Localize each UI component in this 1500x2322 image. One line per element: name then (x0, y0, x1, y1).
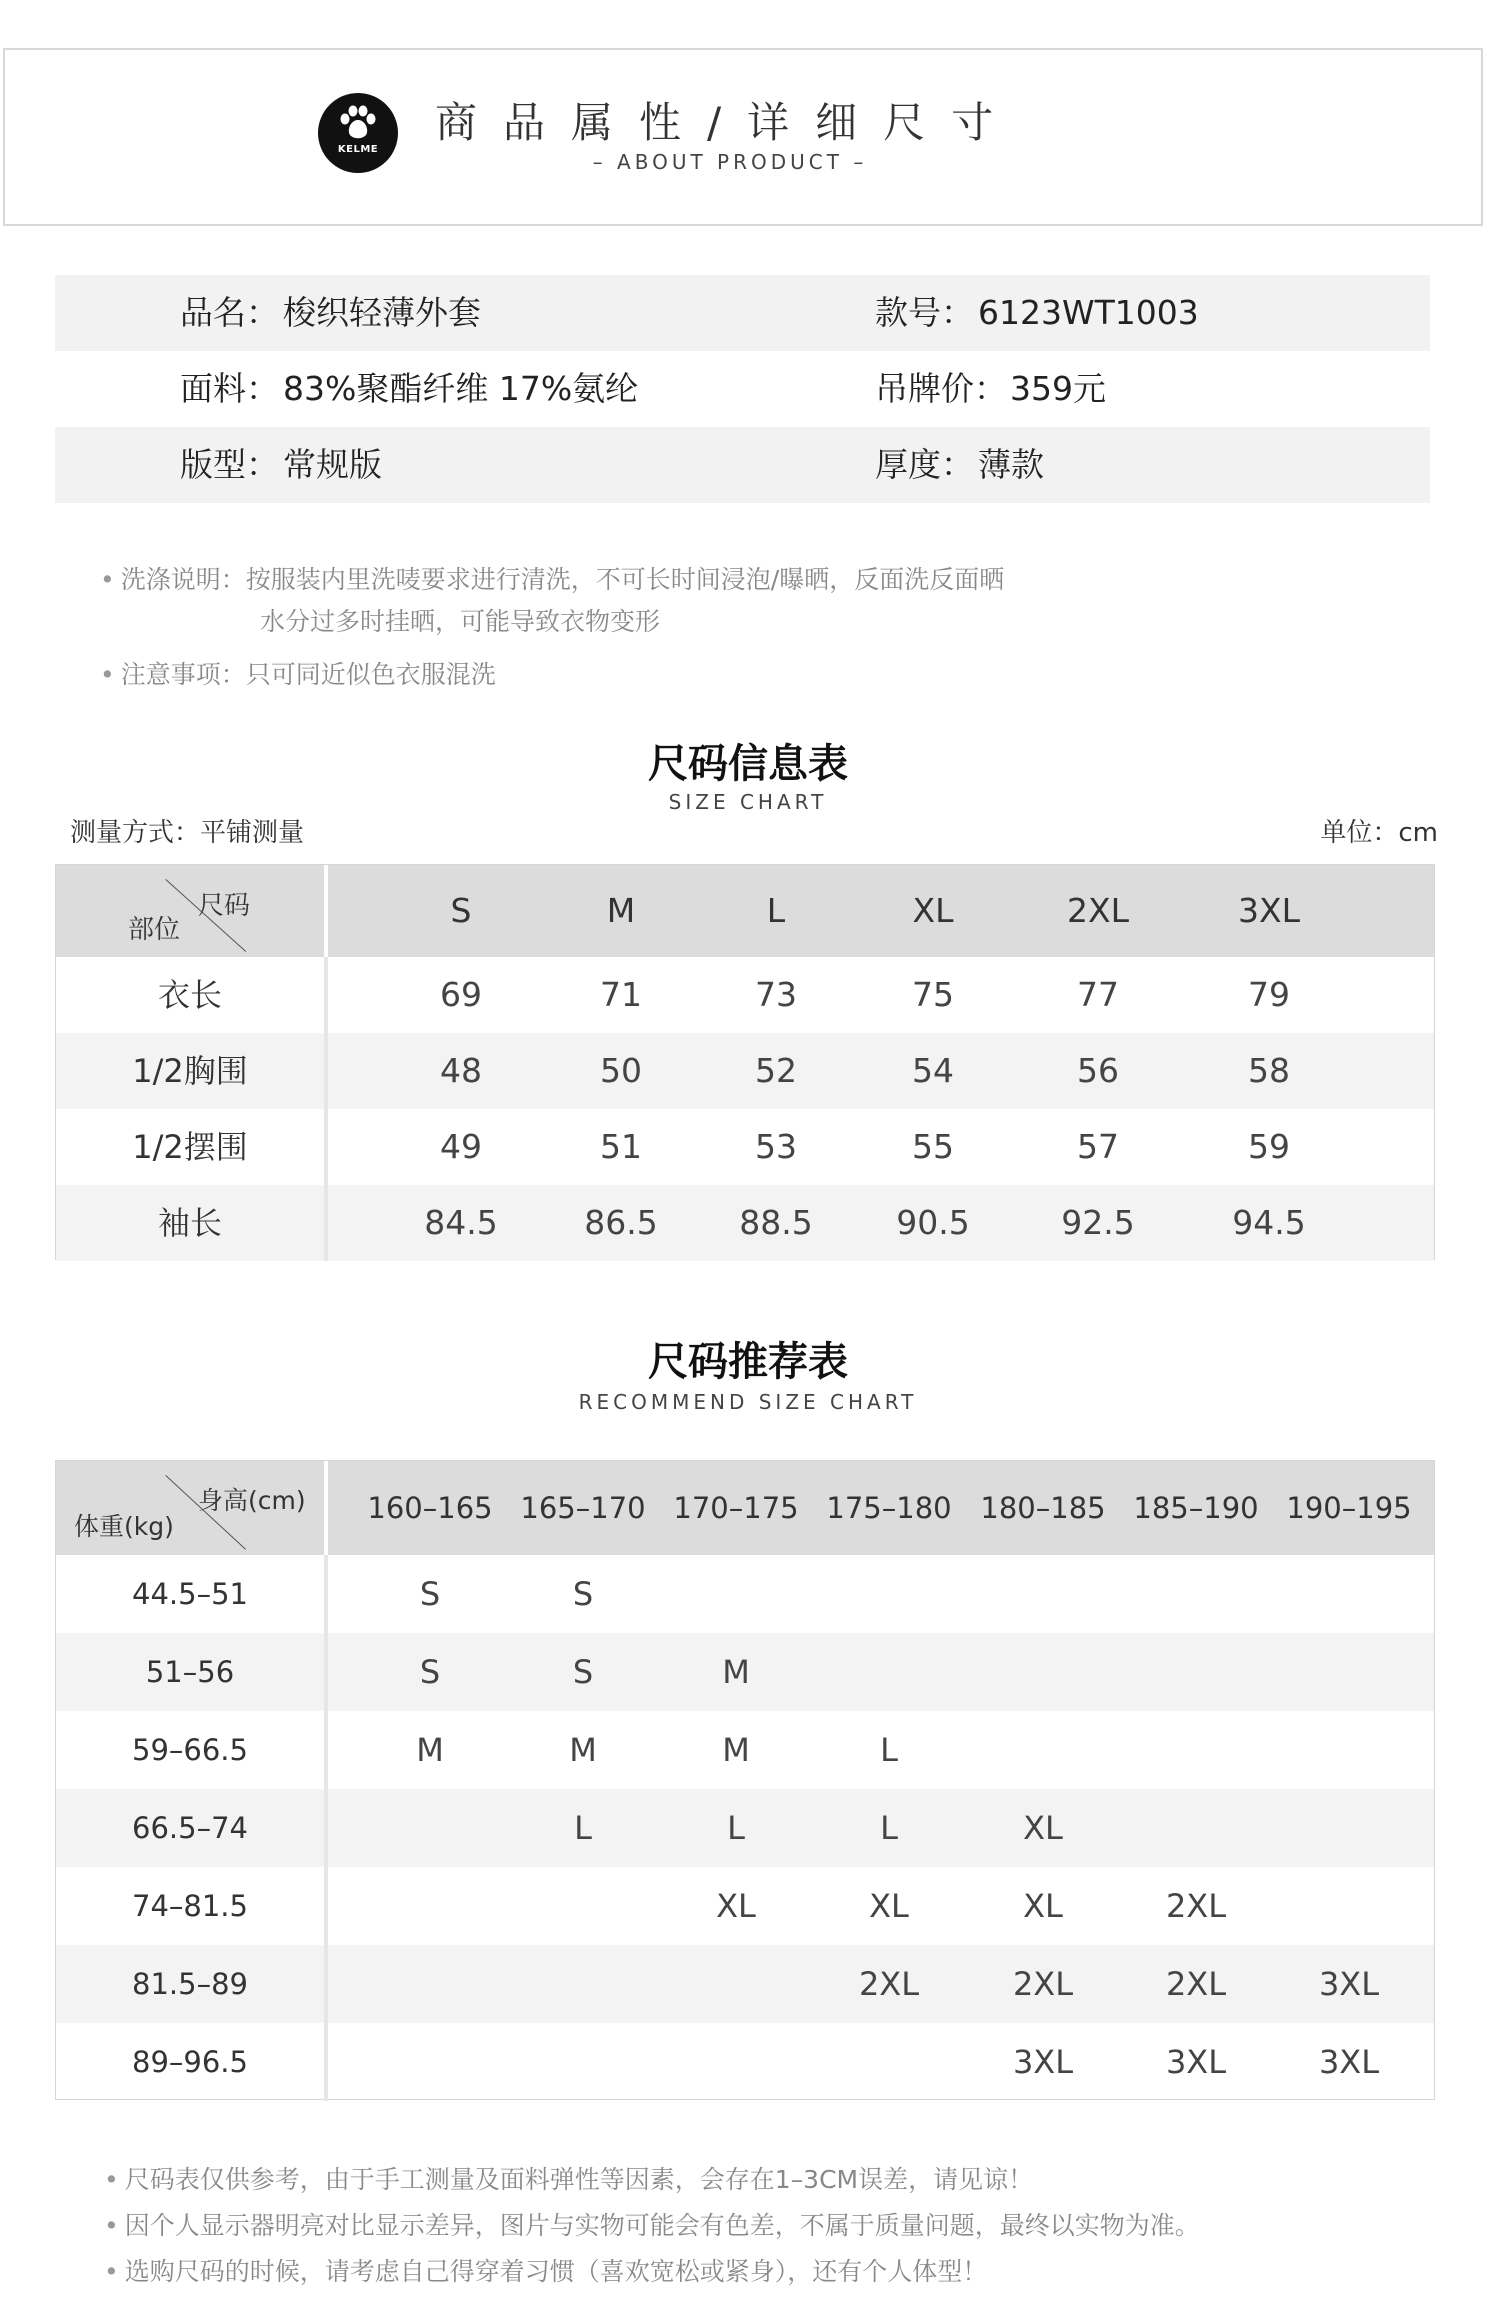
table-cell: 75 (912, 975, 954, 1014)
table-cell: M (569, 1731, 597, 1769)
row-header-cell (56, 1033, 328, 1109)
part-label: 1/2摆围 (132, 1128, 248, 1166)
table-cell: M (416, 1731, 444, 1769)
recommend-chart-table (55, 1460, 1435, 2100)
table-cell: L (727, 1809, 745, 1847)
table-cell: L (880, 1809, 898, 1847)
kelme-logo (318, 93, 398, 173)
table-cell: 94.5 (1232, 1203, 1306, 1242)
attribute-label: 品名： (180, 293, 279, 332)
table-cell: S (419, 1575, 441, 1613)
height-header-cell: 165–170 (520, 1491, 646, 1525)
row-header-cell (56, 1555, 328, 1633)
table-cell: 2XL (1165, 1887, 1227, 1925)
unit-label: 单位：cm (1320, 818, 1438, 848)
footer-note-text: 尺码表仅供参考，由于手工测量及面料弹性等因素，会存在1–3CM误差，请见谅！ (124, 2165, 1034, 2194)
weight-label: 81.5–89 (132, 1967, 248, 2001)
attribute-label: 厚度： (875, 445, 974, 484)
height-header-cell: 160–165 (367, 1491, 493, 1525)
table-cell: 92.5 (1061, 1203, 1135, 1242)
size-chart-table (55, 864, 1435, 1260)
size-chart-subtitle: SIZE CHART (668, 790, 828, 814)
row-header-cell (56, 2023, 328, 2101)
table-row (56, 1867, 1434, 1945)
table-row (56, 1109, 1434, 1185)
size-header-cell: M (606, 891, 636, 930)
measure-method: 测量方式：平铺测量 (70, 818, 305, 848)
table-cell: 2XL (1165, 1965, 1227, 2003)
weight-label: 51–56 (145, 1655, 235, 1689)
part-label: 袖长 (157, 1204, 222, 1242)
bullet-icon: • (104, 2165, 119, 2194)
height-header-cell: 185–190 (1133, 1491, 1259, 1525)
weight-label: 89–96.5 (132, 2045, 248, 2079)
size-header-cell: XL (912, 891, 954, 930)
attribute-value: 6123WT1003 (978, 293, 1199, 332)
attention-label: 注意事项： (120, 660, 246, 689)
table-cell: L (574, 1809, 592, 1847)
recommend-chart-subtitle: RECOMMEND SIZE CHART (578, 1390, 918, 1414)
attention-text: 只可同近似色衣服混洗 (245, 660, 496, 689)
attribute-row (55, 427, 1430, 503)
page-title: 商品属性/详细尺寸 (435, 98, 1020, 147)
height-header-cell: 175–180 (826, 1491, 952, 1525)
attribute-row (55, 275, 1430, 351)
table-row (56, 957, 1434, 1033)
size-header-cell: L (766, 891, 786, 930)
table-row (56, 1945, 1434, 2023)
table-cell: 53 (755, 1127, 797, 1166)
weight-label: 74–81.5 (132, 1889, 248, 1923)
attribute-label: 面料： (180, 369, 279, 408)
table-row (56, 1711, 1434, 1789)
table-cell: 71 (600, 975, 642, 1014)
table-cell: 55 (912, 1127, 954, 1166)
footer-note (104, 2206, 1200, 2242)
size-chart-title: 尺码信息表 (648, 741, 848, 787)
row-header-cell (56, 1945, 328, 2023)
table-cell: 48 (440, 1051, 482, 1090)
row-header-cell (56, 1867, 328, 1945)
part-label: 1/2胸围 (132, 1052, 248, 1090)
attribute-value: 薄款 (978, 445, 1044, 484)
corner-weight-label: 体重(kg) (74, 1512, 174, 1541)
bullet-icon: • (104, 2257, 119, 2286)
table-cell: 57 (1077, 1127, 1119, 1166)
footer-note (104, 2252, 987, 2288)
attribute-label: 款号： (875, 293, 974, 332)
table-cell: XL (716, 1887, 756, 1925)
row-header-cell (56, 1711, 328, 1789)
table-row (56, 2023, 1434, 2101)
corner-part-label: 部位 (128, 915, 181, 945)
table-cell: 84.5 (424, 1203, 498, 1242)
height-header-cell: 190–195 (1286, 1491, 1412, 1525)
corner-height-label: 身高(cm) (198, 1486, 306, 1515)
size-header-cell: S (450, 891, 472, 930)
footer-note-text: 选购尺码的时候，请考虑自己得穿着习惯（喜欢宽松或紧身），还有个人体型！ (124, 2257, 988, 2286)
table-cell: XL (1023, 1809, 1063, 1847)
weight-label: 59–66.5 (132, 1733, 248, 1767)
table-cell: S (572, 1653, 594, 1691)
table-cell: 54 (912, 1051, 954, 1090)
table-cell: 2XL (858, 1965, 920, 2003)
wash-text-line2: 水分过多时挂晒，可能导致衣物变形 (260, 607, 661, 636)
logo-text: KELME (337, 144, 379, 155)
table-cell: M (722, 1731, 750, 1769)
table-row (56, 1033, 1434, 1109)
table-cell: 50 (600, 1051, 642, 1090)
attribute-value: 359元 (1010, 369, 1106, 408)
wash-label: 洗涤说明： (120, 565, 246, 594)
table-cell: L (880, 1731, 898, 1769)
bullet-icon: • (100, 565, 115, 594)
table-cell: 73 (755, 975, 797, 1014)
row-header-cell (56, 1789, 328, 1867)
attribute-label: 版型： (180, 445, 279, 484)
corner-cell (56, 1461, 328, 1555)
attribute-value: 83%聚酯纤维 17%氨纶 (283, 369, 639, 408)
table-cell: 52 (755, 1051, 797, 1090)
attribute-row (55, 351, 1430, 427)
table-cell: 3XL (1012, 2043, 1074, 2081)
row-header-cell (56, 1109, 328, 1185)
footer-note-text: 因个人显示器明亮对比显示差异，图片与实物可能会有色差，不属于质量问题，最终以实物为准。 (124, 2211, 1200, 2240)
wash-text-line1: 按服装内里洗唛要求进行清洗，不可长时间浸泡/曝晒，反面洗反面晒 (245, 565, 1005, 594)
table-cell: 79 (1248, 975, 1290, 1014)
table-row (56, 1633, 1434, 1711)
weight-label: 44.5–51 (132, 1577, 248, 1611)
table-row (56, 1555, 1434, 1633)
table-cell: 88.5 (739, 1203, 813, 1242)
table-cell: S (419, 1653, 441, 1691)
table-cell: M (722, 1653, 750, 1691)
bullet-icon: • (104, 2211, 119, 2240)
table-cell: 3XL (1318, 2043, 1380, 2081)
row-header-cell (56, 957, 328, 1033)
table-header-row (56, 1461, 1434, 1555)
table-cell: 59 (1248, 1127, 1290, 1166)
table-cell: 3XL (1318, 1965, 1380, 2003)
corner-cell (56, 865, 328, 957)
recommend-chart-title: 尺码推荐表 (648, 1339, 848, 1385)
part-label: 衣长 (157, 976, 222, 1014)
attention-note (100, 655, 496, 691)
table-cell: 2XL (1012, 1965, 1074, 2003)
row-header-cell (56, 1633, 328, 1711)
table-cell: XL (1023, 1887, 1063, 1925)
table-header-row (56, 865, 1434, 957)
table-cell: 86.5 (584, 1203, 658, 1242)
table-cell: 69 (440, 975, 482, 1014)
attribute-value: 常规版 (283, 445, 382, 484)
table-cell: S (572, 1575, 594, 1613)
table-cell: 58 (1248, 1051, 1290, 1090)
table-cell: 3XL (1165, 2043, 1227, 2081)
wash-instructions (100, 560, 1004, 596)
table-row (56, 1789, 1434, 1867)
attribute-label: 吊牌价： (875, 369, 1007, 408)
footer-note (104, 2160, 1033, 2196)
table-cell: 49 (440, 1127, 482, 1166)
corner-size-label: 尺码 (198, 891, 251, 921)
row-header-cell (56, 1185, 328, 1261)
attribute-value: 梭织轻薄外套 (283, 293, 481, 332)
height-header-cell: 170–175 (673, 1491, 799, 1525)
table-cell: 51 (600, 1127, 642, 1166)
table-cell: 56 (1077, 1051, 1119, 1090)
bullet-icon: • (100, 660, 115, 689)
table-row (56, 1185, 1434, 1261)
weight-label: 66.5–74 (132, 1811, 248, 1845)
paw-icon (339, 105, 377, 141)
page-subtitle: – ABOUT PRODUCT – (592, 150, 868, 174)
table-cell: XL (869, 1887, 909, 1925)
size-header-cell: 3XL (1238, 891, 1300, 930)
height-header-cell: 180–185 (980, 1491, 1106, 1525)
size-header-cell: 2XL (1067, 891, 1129, 930)
table-cell: 90.5 (896, 1203, 970, 1242)
table-cell: 77 (1077, 975, 1119, 1014)
